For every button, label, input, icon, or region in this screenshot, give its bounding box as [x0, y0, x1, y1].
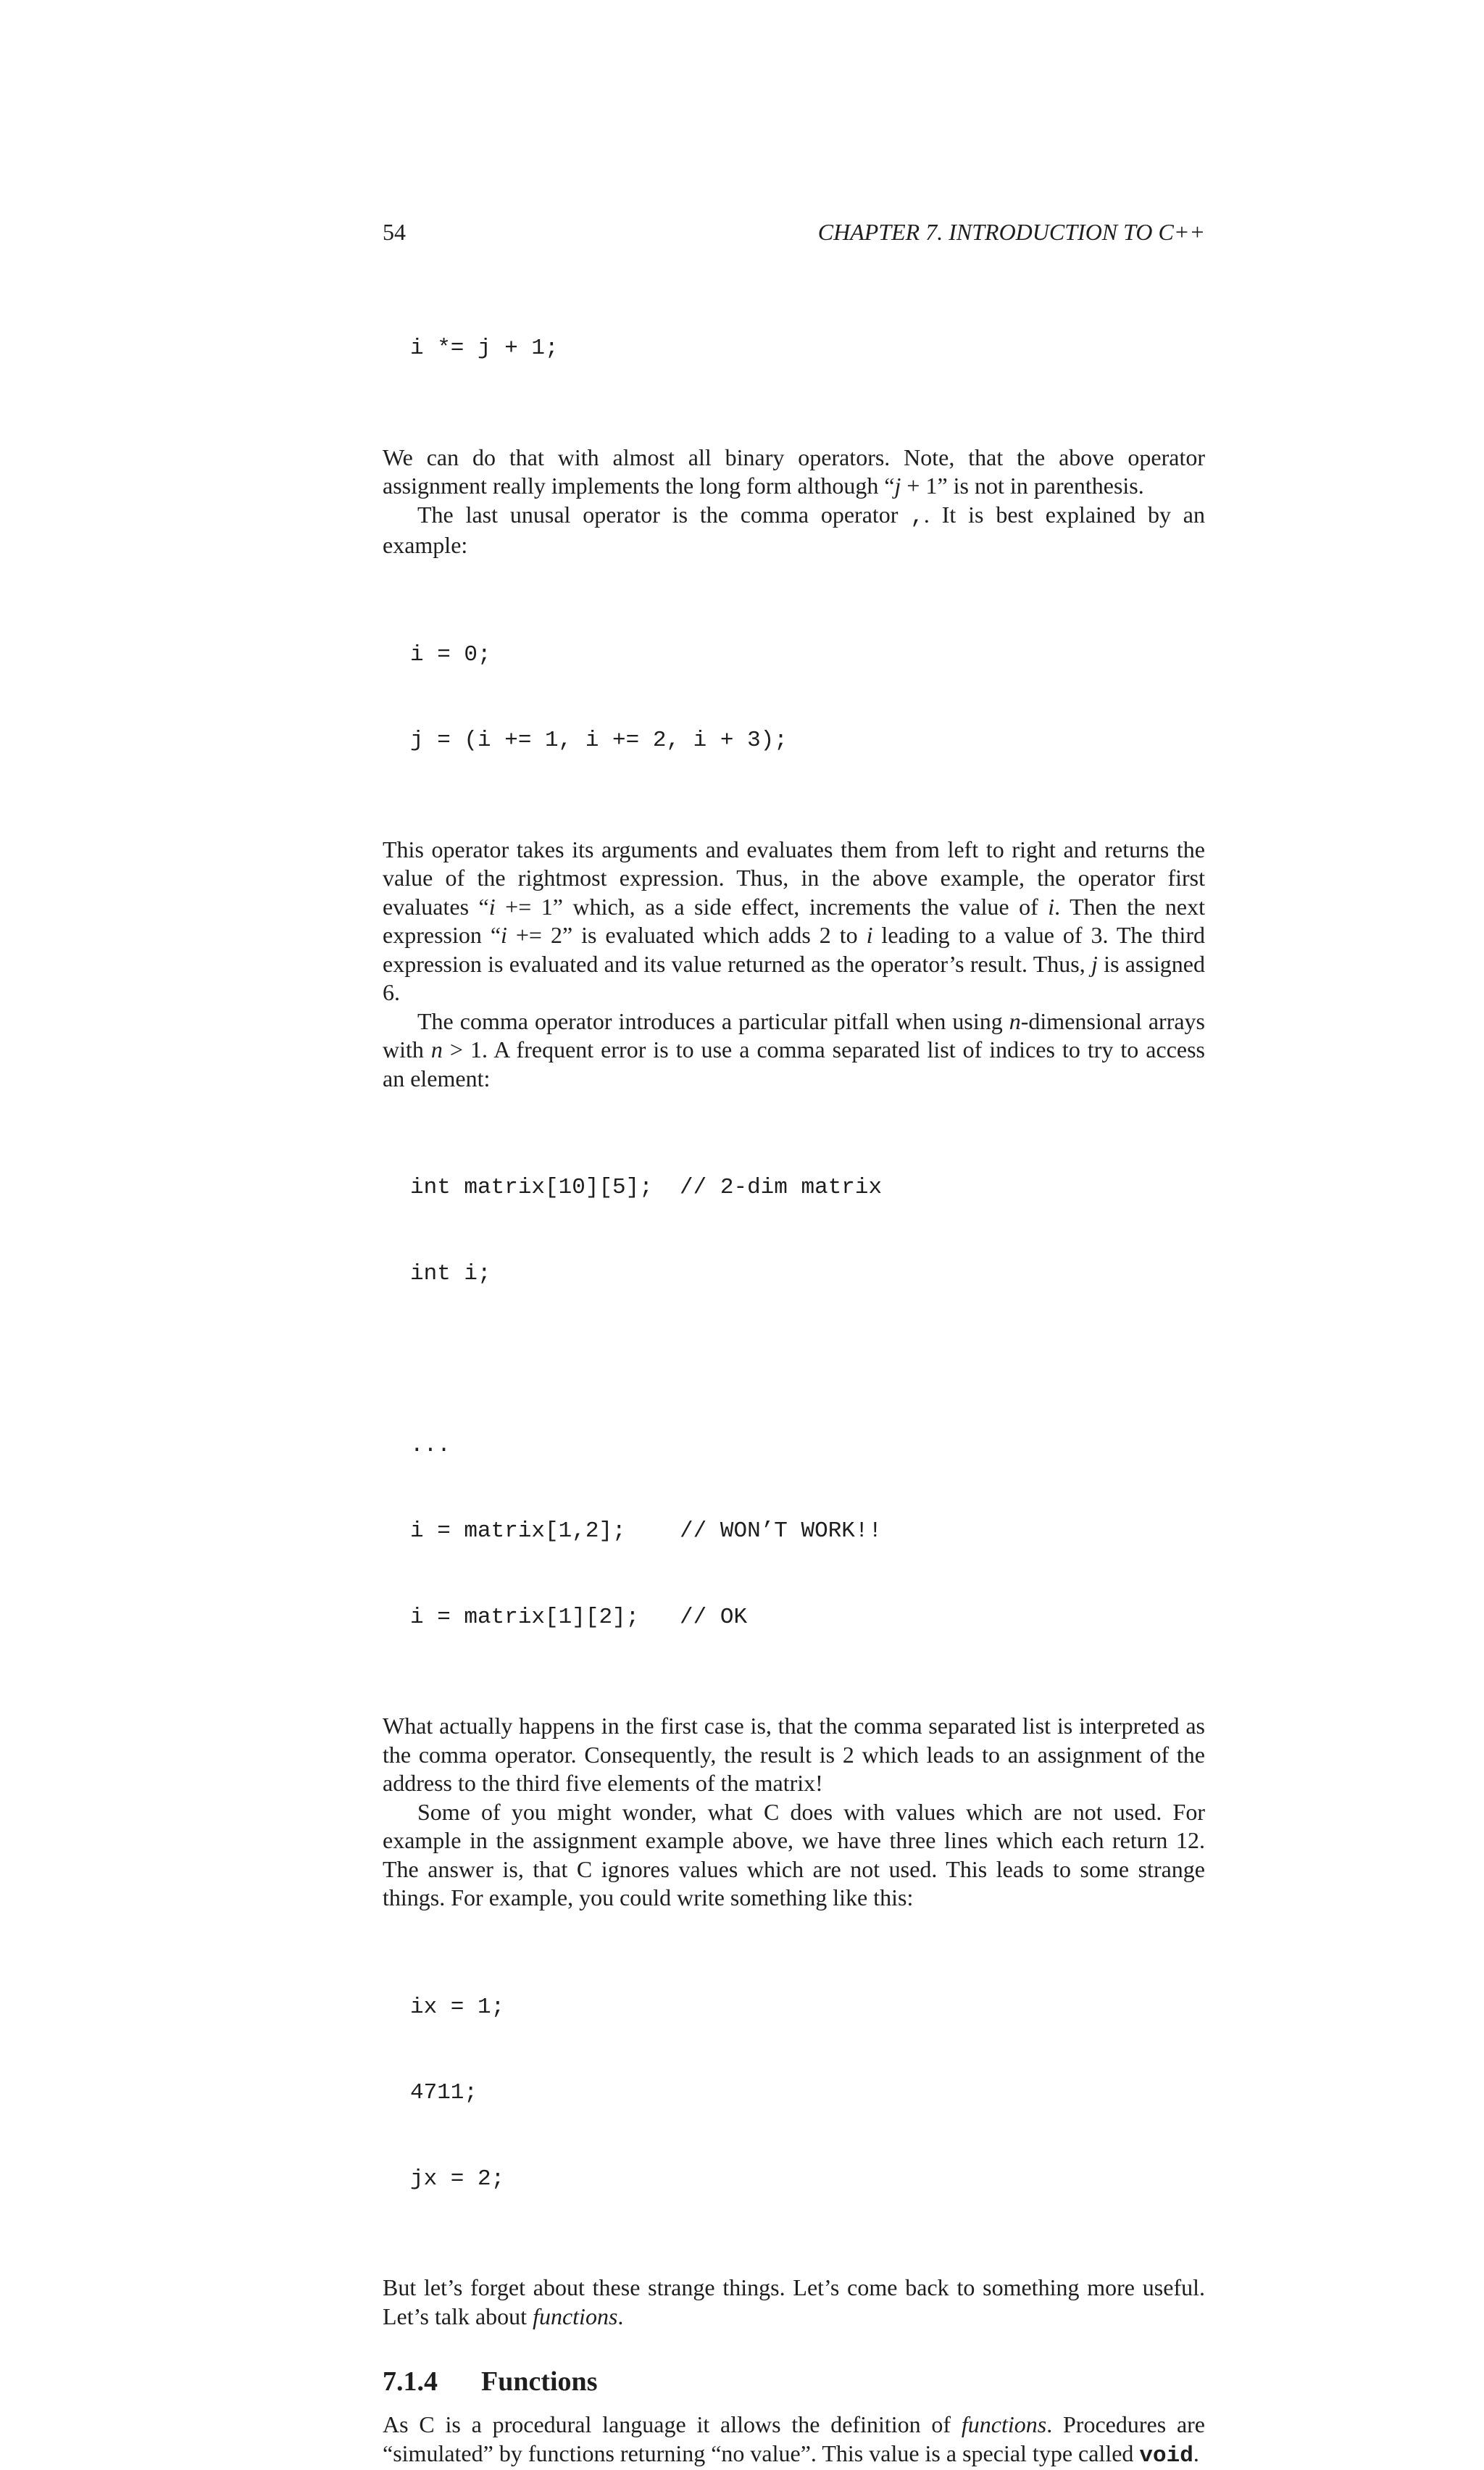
- math-var: j: [894, 473, 901, 499]
- code-block-3: [410, 1116, 1205, 1689]
- paragraph-8: [383, 2411, 1205, 2470]
- paragraph-3: [383, 836, 1205, 1007]
- math-var: n: [430, 1036, 443, 1063]
- code-line: jx = 2;: [410, 2166, 505, 2192]
- emphasis: functions: [961, 2411, 1047, 2437]
- section-heading: [383, 2364, 1205, 2399]
- paragraph-1: [383, 444, 1205, 501]
- text-span: -dimensional arrays with: [383, 1007, 1206, 1063]
- code-block-1: [410, 277, 1205, 420]
- section-title: Functions: [481, 2366, 598, 2397]
- code-line: int i;: [410, 1260, 491, 1286]
- section-number: 7.1.4: [383, 2366, 438, 2397]
- code-block-4: [410, 1936, 1205, 2251]
- paragraph-4: [383, 1007, 1205, 1094]
- text-span: . Then the next expression “: [383, 893, 1206, 948]
- text-span: += 1” which, as a side effect, increments the value of: [495, 893, 1049, 920]
- math-var: j: [1091, 950, 1098, 977]
- math-var: i: [501, 922, 507, 948]
- inline-code: void: [1139, 2442, 1193, 2469]
- code-line: [410, 1345, 1205, 1374]
- text-span: leading to a value of 3. The third expression is evaluated and its value returned as the operator’s result. Thus,: [383, 922, 1206, 977]
- text-span: The last unusal operator is the comma operator: [417, 501, 911, 528]
- inline-code: ,: [910, 504, 924, 530]
- text-span: + 1” is not in parenthesis.: [901, 473, 1144, 499]
- text-span: We can do that with almost all binary operators. Note, that the above operator assignment really implements the long form although “: [383, 444, 1205, 499]
- code-line: ix = 1;: [410, 1994, 505, 2020]
- paragraph-5: What actually happens in the first case is, that the comma separated list is interpreted as the comma operator. Consequently, the result is 2 which leads to an assignment of the address to the third five elements of the matrix!: [383, 1713, 1205, 1796]
- code-line: i = matrix[1,2]; // WON’T WORK!!: [410, 1518, 883, 1544]
- code-block-2: [410, 583, 1205, 812]
- text-span: .: [1193, 2440, 1199, 2466]
- page: [383, 217, 1205, 2470]
- code-line: int matrix[10][5]; // 2-dim matrix: [410, 1175, 883, 1200]
- text-span: This operator takes its arguments and evaluates them from left to right and returns the value of the rightmost expression. Thus, in the above example, the operator first evaluates “: [383, 836, 1205, 920]
- math-var: i: [866, 922, 873, 948]
- code-line: j = (i += 1, i += 2, i + 3);: [410, 728, 788, 753]
- running-title: CHAPTER 7. INTRODUCTION TO C++: [817, 219, 1205, 245]
- text-span: .: [617, 2303, 624, 2329]
- paragraph-7: [383, 2274, 1205, 2331]
- math-var: i: [1048, 893, 1055, 920]
- paragraph-2: [383, 501, 1205, 560]
- text-span: . It is best explained by an example:: [383, 501, 1206, 558]
- text-span: is assigned 6.: [383, 950, 1206, 1005]
- code-line: i = 0;: [410, 641, 491, 668]
- code-line: i *= j + 1;: [410, 336, 559, 361]
- emphasis: functions: [533, 2303, 618, 2329]
- code-line: ...: [410, 1432, 451, 1458]
- text-span: > 1. A frequent error is to use a comma separated list of indices to try to access an element:: [383, 1036, 1206, 1091]
- code-line: i = matrix[1][2]; // OK: [410, 1604, 748, 1630]
- page-number: 54: [383, 219, 406, 245]
- text-span: As C is a procedural language it allows the definition of: [383, 2411, 962, 2437]
- text-span: But let’s forget about these strange things. Let’s come back to something more useful. Let’s talk about: [383, 2274, 1205, 2329]
- code-line: 4711;: [410, 2080, 478, 2105]
- math-var: i: [488, 893, 496, 920]
- paragraph-6: Some of you might wonder, what C does with values which are not used. For example in the assignment example above, we have three lines which each return 12. The answer is, that C ignores values which are not used. This leads to some strange things. For example, you could write something like this:: [383, 1798, 1205, 1910]
- page-header: [383, 217, 1205, 246]
- text-span: . Procedures are “simulated” by functions returning “no value”. This value is a special type called: [383, 2411, 1206, 2466]
- text-span: The comma operator introduces a particular pitfall when using: [417, 1007, 1009, 1034]
- math-var: n: [1009, 1007, 1021, 1034]
- text-span: += 2” is evaluated which adds 2 to: [507, 922, 867, 948]
